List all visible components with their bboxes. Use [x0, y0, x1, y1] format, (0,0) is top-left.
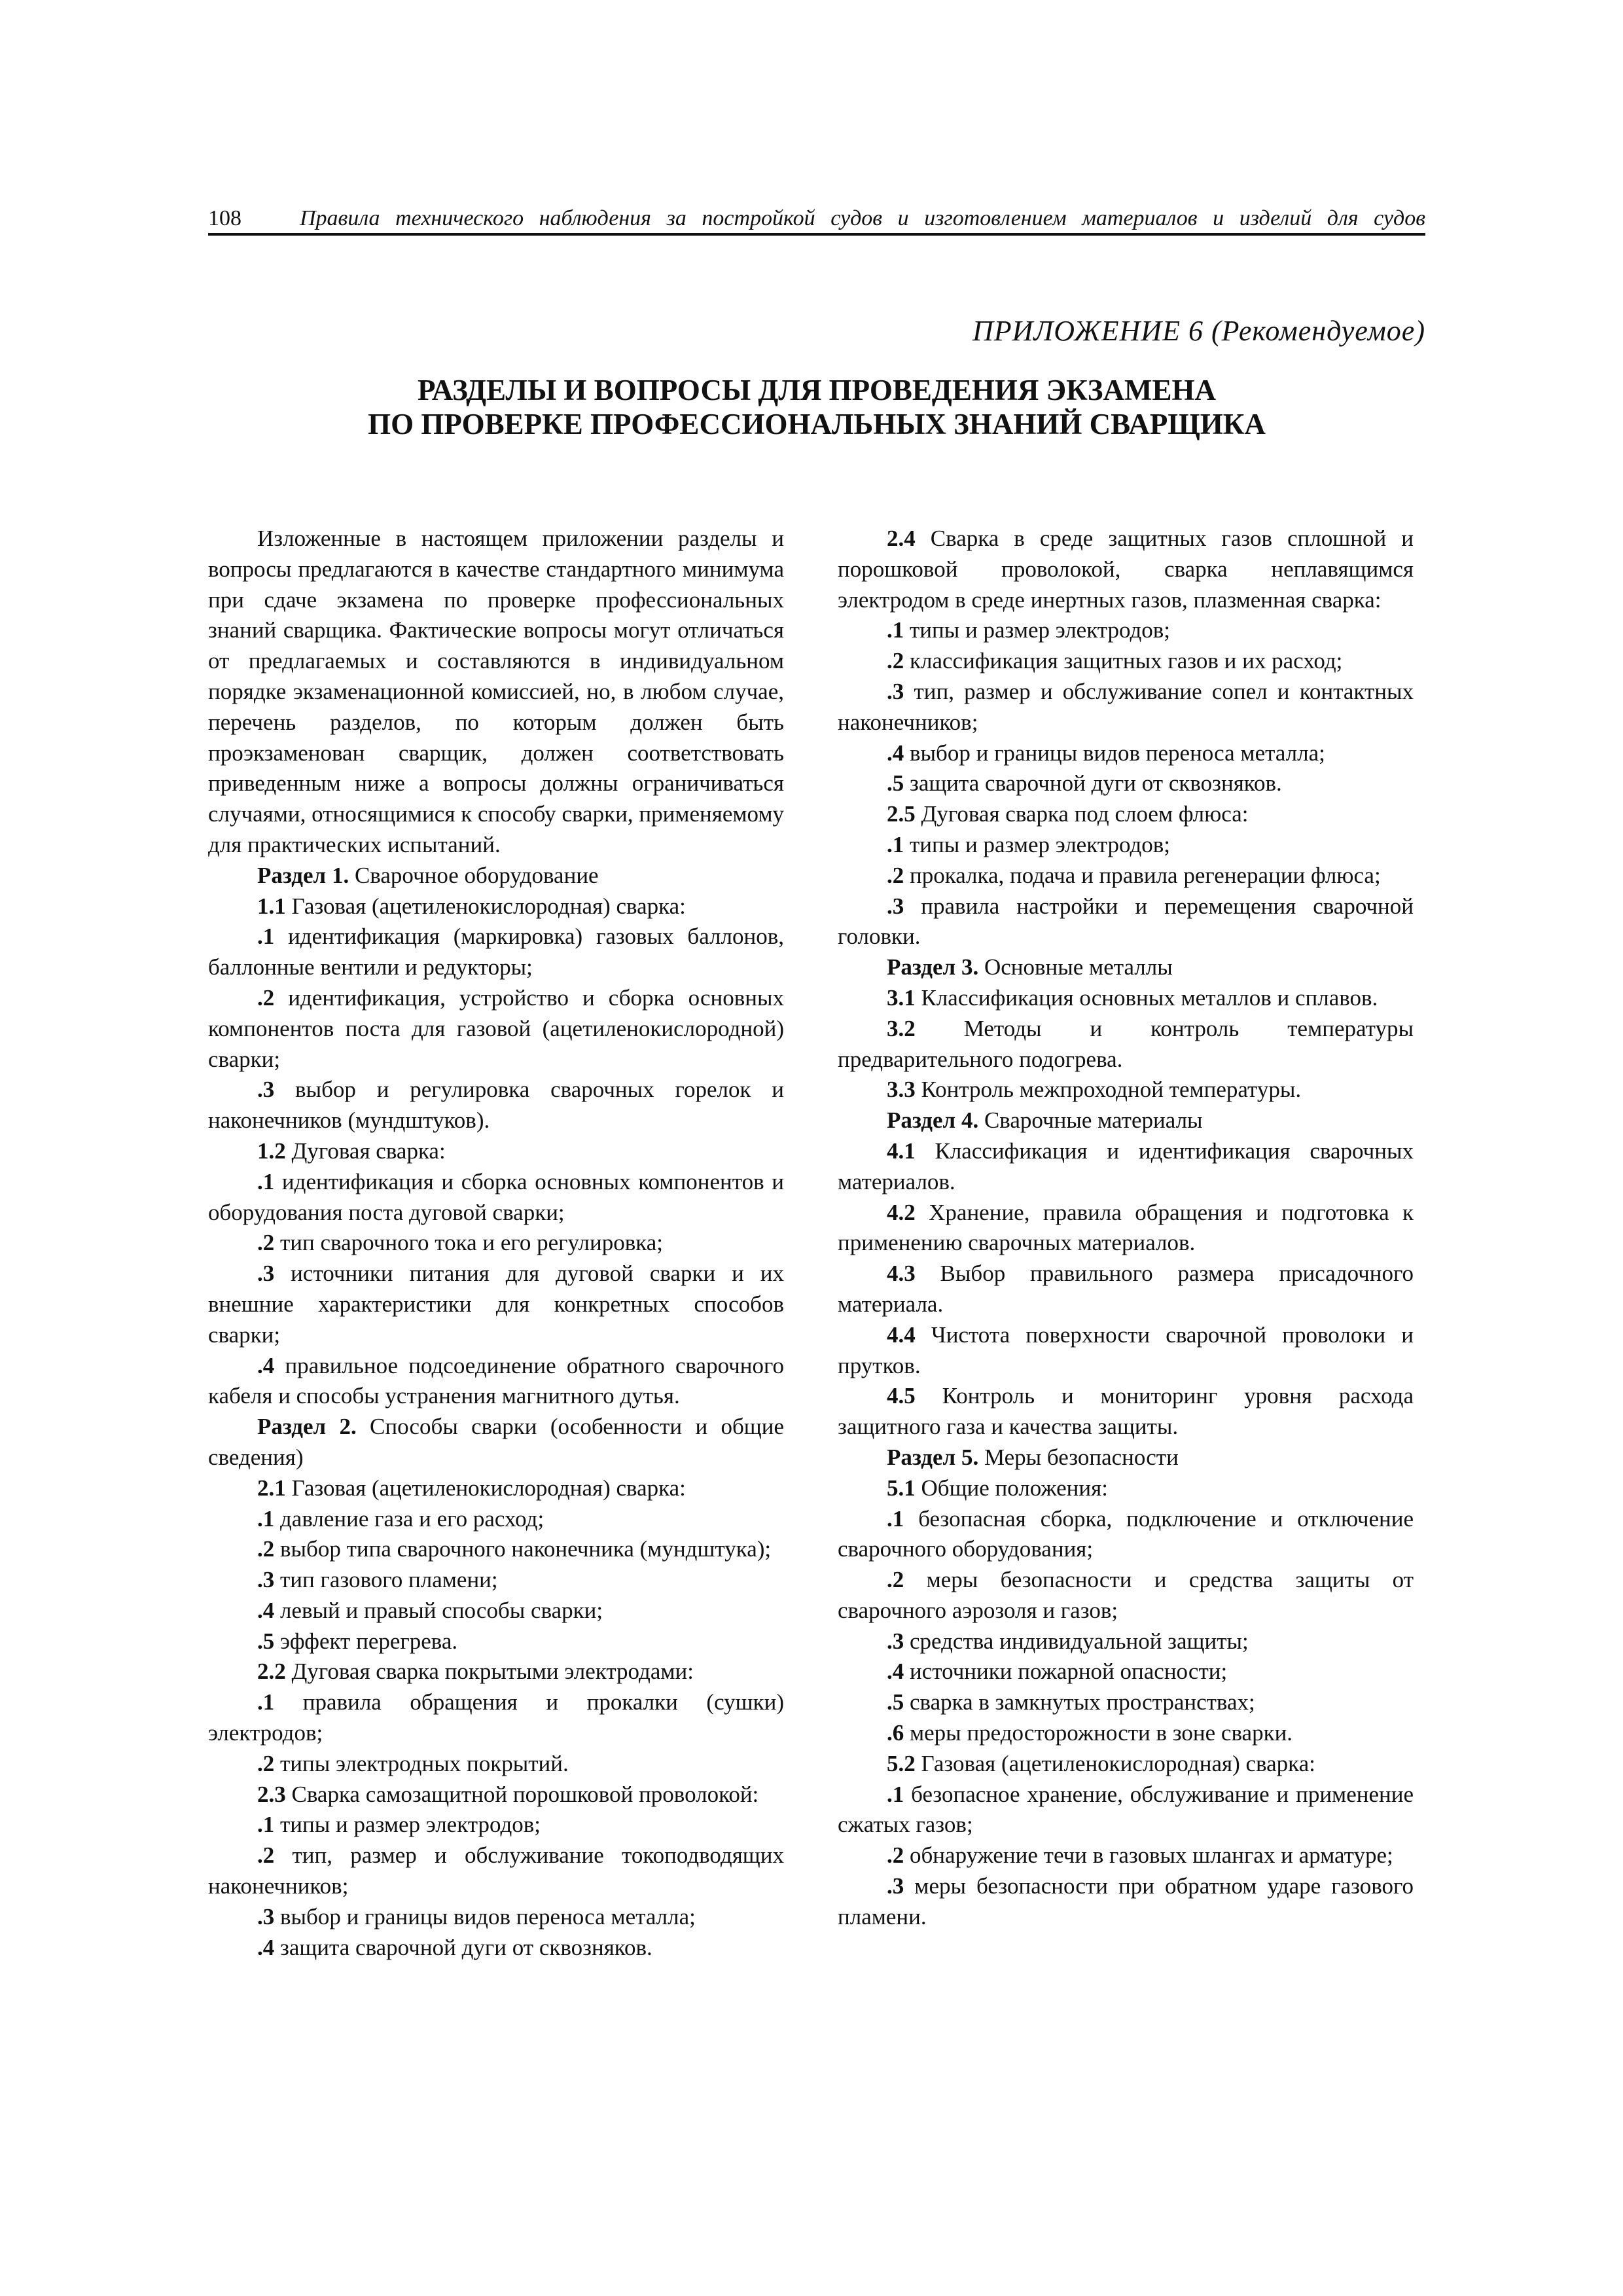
paragraph	[208, 1749, 784, 1780]
paragraph	[838, 1565, 1414, 1626]
item-text: тип, размер и обслуживание сопел и контактных наконечников;	[838, 678, 1414, 735]
paragraph	[838, 891, 1414, 953]
item-text: Чистота поверхности сварочной проволоки и прутков.	[838, 1321, 1414, 1378]
item-number: .3	[887, 1628, 904, 1654]
paragraph	[208, 1259, 784, 1350]
item-number: Раздел 2.	[257, 1414, 357, 1440]
item-text: Изложенные в настоящем приложении разделы и вопросы предлагаются в качестве стандартного минимума при сдаче экзамена по проверке профессиональных знаний сварщика. Фактические вопросы могут отличаться от предлагаемых и составляются в индивидуальном порядке экзаменационной комиссией, но, в любом случае, перечень разделов, по которым должен быть проэкзаменован сварщик, должен соответствовать приведенным ниже а вопросы должны ограничиваться случаями, относящимися к способу сварки, применяемому для практических испытаний.	[208, 526, 784, 857]
item-number: 3.1	[887, 984, 916, 1011]
item-number: .4	[257, 1597, 275, 1623]
item-number: .2	[257, 1842, 275, 1869]
paragraph	[208, 1902, 784, 1933]
item-number: 5.2	[887, 1750, 916, 1776]
item-text: выбор типа сварочного наконечника (мундштука);	[274, 1536, 772, 1562]
paragraph	[838, 1320, 1414, 1382]
item-text: Контроль межпроходной температуры.	[915, 1077, 1302, 1103]
paragraph	[838, 646, 1414, 677]
item-text: выбор и границы видов переноса металла;	[904, 740, 1325, 766]
paragraph	[838, 1014, 1414, 1075]
item-text: левый и правый способы сварки;	[274, 1597, 603, 1623]
paragraph	[838, 1626, 1414, 1657]
item-text: правила настройки и перемещения сварочной головки.	[838, 893, 1414, 950]
item-number: Раздел 5.	[887, 1444, 979, 1470]
paragraph	[208, 1810, 784, 1840]
paragraph	[838, 1136, 1414, 1198]
item-number: 2.3	[257, 1781, 286, 1807]
item-number: 3.2	[887, 1015, 916, 1041]
item-text: Основные металлы	[978, 954, 1173, 980]
paragraph	[208, 1412, 784, 1473]
item-number: .4	[257, 1934, 275, 1960]
item-number: .1	[887, 1781, 904, 1807]
item-text: Хранение, правила обращения и подготовка к применению сварочных материалов.	[838, 1199, 1414, 1256]
item-text: Методы и контроль температуры предварительного подогрева.	[838, 1015, 1414, 1072]
item-number: 4.4	[887, 1321, 916, 1348]
paragraph	[838, 1871, 1414, 1933]
paragraph	[838, 1105, 1414, 1136]
item-text: типы электродных покрытий.	[274, 1750, 569, 1776]
paragraph	[208, 1075, 784, 1136]
paragraph	[208, 1167, 784, 1229]
item-number: 1.1	[257, 893, 286, 919]
item-text: Контроль и мониторинг уровня расхода защитного газа и качества защиты.	[838, 1383, 1414, 1440]
paragraph	[838, 1840, 1414, 1871]
item-text: меры предосторожности в зоне сварки.	[904, 1720, 1293, 1746]
item-number: .4	[257, 1352, 275, 1378]
item-number: 4.5	[887, 1383, 916, 1409]
item-number: 2.1	[257, 1475, 286, 1501]
running-title: Правила технического наблюдения за постройкой судов и изготовлением материалов и изделий для судов	[300, 206, 1425, 230]
item-number: 2.4	[887, 526, 916, 551]
item-number: Раздел 4.	[887, 1107, 979, 1134]
title-line-1: РАЗДЕЛЫ И ВОПРОСЫ ДЛЯ ПРОВЕДЕНИЯ ЭКЗАМЕНА	[417, 374, 1217, 406]
paragraph	[838, 1473, 1414, 1504]
item-number: .5	[887, 770, 904, 797]
item-text: Общие положения:	[915, 1475, 1108, 1501]
item-text: защита сварочной дуги от сквозняков.	[274, 1934, 652, 1960]
paragraph	[838, 738, 1414, 769]
item-text: источники питания для дуговой сварки и их внешние характеристики для конкретных способов сварки;	[208, 1261, 784, 1348]
paragraph	[838, 677, 1414, 738]
item-number: .1	[257, 1505, 275, 1532]
item-text: Выбор правильного размера присадочного материала.	[838, 1261, 1414, 1317]
appendix-label: ПРИЛОЖЕНИЕ 6 (Рекомендуемое)	[972, 315, 1425, 347]
paragraph	[208, 1933, 784, 1964]
item-text: выбор и границы видов переноса металла;	[274, 1903, 696, 1929]
item-number: .1	[257, 1168, 275, 1194]
paragraph	[208, 1136, 784, 1167]
paragraph	[208, 1840, 784, 1902]
item-text: идентификация и сборка основных компонентов и оборудования поста дуговой сварки;	[208, 1168, 784, 1225]
item-text: давление газа и его расход;	[274, 1505, 544, 1532]
item-text: правильное подсоединение обратного сварочного кабеля и способы устранения магнитного дутья.	[208, 1352, 784, 1409]
paragraph	[208, 1657, 784, 1687]
paragraph	[208, 1687, 784, 1749]
item-text: Способы сварки (особенности и общие сведения)	[208, 1414, 784, 1470]
item-number: .2	[257, 1750, 275, 1776]
item-text: выбор и регулировка сварочных горелок и наконечников (мундштуков).	[208, 1077, 784, 1134]
item-text: защита сварочной дуги от сквозняков.	[904, 770, 1282, 797]
item-number: .4	[887, 740, 904, 766]
item-text: Сварочные материалы	[978, 1107, 1203, 1134]
item-text: тип газового пламени;	[274, 1567, 498, 1593]
item-number: .2	[257, 1230, 275, 1256]
item-number: .3	[887, 1873, 904, 1899]
item-text: источники пожарной опасности;	[904, 1659, 1228, 1685]
item-number: .2	[257, 1536, 275, 1562]
paragraph	[838, 768, 1414, 799]
item-text: идентификация, устройство и сборка основных компонентов поста для газовой (ацетиленокислородной) сварки;	[208, 984, 784, 1072]
item-number: Раздел 1.	[257, 862, 349, 888]
paragraph	[838, 615, 1414, 646]
paragraph	[208, 1596, 784, 1626]
item-number: 4.1	[887, 1138, 916, 1164]
item-number: .1	[887, 831, 904, 857]
item-text: Меры безопасности	[978, 1444, 1179, 1470]
item-text: правила обращения и прокалки (сушки) электродов;	[208, 1689, 784, 1746]
item-number: 3.3	[887, 1077, 916, 1103]
paragraph	[838, 1780, 1414, 1841]
item-text: типы и размер электродов;	[904, 831, 1171, 857]
item-number: 2.2	[257, 1659, 286, 1685]
item-number: .2	[887, 862, 904, 888]
item-text: типы и размер электродов;	[904, 617, 1171, 643]
document-title	[208, 373, 1425, 441]
paragraph	[838, 1749, 1414, 1780]
item-number: .6	[887, 1720, 904, 1746]
item-number: .3	[887, 678, 904, 704]
paragraph	[838, 983, 1414, 1014]
paragraph	[838, 952, 1414, 983]
item-number: .1	[257, 1689, 275, 1715]
item-text: обнаружение течи в газовых шлангах и арматуре;	[904, 1842, 1393, 1869]
paragraph	[208, 861, 784, 891]
item-number: .3	[257, 1567, 275, 1593]
item-number: 4.3	[887, 1261, 916, 1287]
item-text: Сварка в среде защитных газов сплошной и порошковой проволокой, сварка неплавящимся электродом в среде инертных газов, плазменная сварка:	[838, 526, 1414, 613]
paragraph	[838, 799, 1414, 830]
item-text: Сварка самозащитной порошковой проволокой:	[285, 1781, 759, 1807]
item-number: .5	[887, 1689, 904, 1715]
item-text: безопасная сборка, подключение и отключение сварочного оборудования;	[838, 1505, 1414, 1562]
paragraph	[838, 524, 1414, 615]
paragraph	[838, 1687, 1414, 1718]
paragraph	[838, 830, 1414, 861]
page-header	[208, 204, 1425, 236]
item-number: 4.2	[887, 1199, 916, 1225]
item-text: Дуговая сварка:	[285, 1138, 446, 1164]
paragraph	[838, 1718, 1414, 1749]
item-text: Газовая (ацетиленокислородная) сварка:	[285, 1475, 686, 1501]
item-number: .2	[887, 648, 904, 674]
item-text: тип, размер и обслуживание токоподводящих наконечников;	[208, 1842, 784, 1899]
item-number: 2.5	[887, 801, 916, 827]
paragraph	[838, 1075, 1414, 1105]
item-number: .2	[887, 1842, 904, 1869]
paragraph	[208, 1228, 784, 1259]
item-text: меры безопасности при обратном ударе газового пламени.	[838, 1873, 1414, 1929]
page-number: 108	[208, 206, 241, 230]
item-text: Классификация и идентификация сварочных материалов.	[838, 1138, 1414, 1194]
item-number: .3	[887, 893, 904, 919]
item-number: .2	[887, 1567, 904, 1593]
title-line-2: ПО ПРОВЕРКЕ ПРОФЕССИОНАЛЬНЫХ ЗНАНИЙ СВАРЩИКА	[368, 408, 1266, 440]
item-text: безопасное хранение, обслуживание и применение сжатых газов;	[838, 1781, 1414, 1838]
right-column	[838, 524, 1414, 1933]
item-text: типы и размер электродов;	[274, 1812, 541, 1838]
item-number: 1.2	[257, 1138, 286, 1164]
paragraph	[208, 1473, 784, 1504]
item-number: .3	[257, 1077, 275, 1103]
paragraph	[838, 1381, 1414, 1443]
item-text: средства индивидуальной защиты;	[904, 1628, 1249, 1654]
item-number: .2	[257, 984, 275, 1011]
paragraph	[208, 1565, 784, 1596]
paragraph	[208, 983, 784, 1075]
item-text: Классификация основных металлов и сплавов.	[915, 984, 1378, 1011]
item-text: классификация защитных газов и их расход;	[904, 648, 1343, 674]
paragraph	[838, 1198, 1414, 1259]
paragraph	[208, 1351, 784, 1412]
item-number: .4	[887, 1659, 904, 1685]
item-text: Газовая (ацетиленокислородная) сварка:	[285, 893, 686, 919]
paragraph	[838, 1443, 1414, 1473]
item-number: 5.1	[887, 1475, 916, 1501]
paragraph	[208, 524, 784, 861]
left-column	[208, 524, 784, 1963]
paragraph	[838, 1259, 1414, 1320]
paragraph	[208, 891, 784, 922]
paragraph	[838, 1657, 1414, 1687]
paragraph	[208, 922, 784, 983]
item-number: .1	[257, 924, 275, 950]
item-number: .1	[257, 1812, 275, 1838]
item-text: прокалка, подача и правила регенерации флюса;	[904, 862, 1381, 888]
item-text: эффект перегрева.	[274, 1628, 458, 1654]
item-number: .1	[887, 617, 904, 643]
item-text: идентификация (маркировка) газовых баллонов, баллонные вентили и редукторы;	[208, 924, 784, 980]
item-number: Раздел 3.	[887, 954, 979, 980]
item-number: .3	[257, 1261, 275, 1287]
item-text: меры безопасности и средства защиты от сварочного аэрозоля и газов;	[838, 1567, 1414, 1623]
paragraph	[208, 1780, 784, 1810]
item-text: Сварочное оборудование	[349, 862, 599, 888]
item-text: Дуговая сварка под слоем флюса:	[915, 801, 1249, 827]
item-text: сварка в замкнутых пространствах;	[904, 1689, 1255, 1715]
item-number: .1	[887, 1505, 904, 1532]
paragraph	[838, 1504, 1414, 1566]
paragraph	[208, 1626, 784, 1657]
paragraph	[208, 1534, 784, 1565]
paragraph	[838, 861, 1414, 891]
item-text: Газовая (ацетиленокислородная) сварка:	[915, 1750, 1315, 1776]
item-text: Дуговая сварка покрытыми электродами:	[285, 1659, 694, 1685]
paragraph	[208, 1504, 784, 1535]
item-number: .3	[257, 1903, 275, 1929]
item-number: .5	[257, 1628, 275, 1654]
item-text: тип сварочного тока и его регулировка;	[274, 1230, 663, 1256]
